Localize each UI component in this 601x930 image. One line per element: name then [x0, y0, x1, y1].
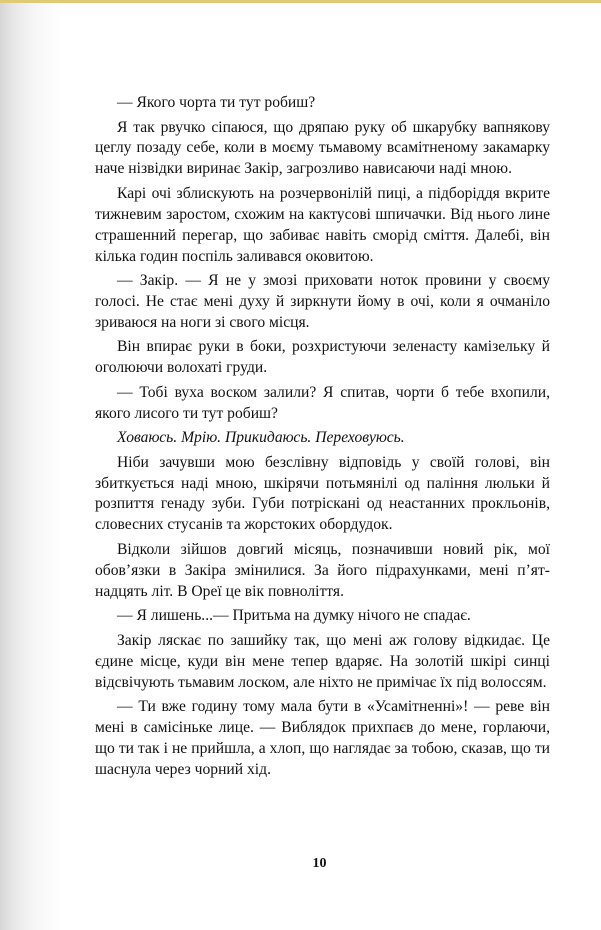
paragraph: — Закір. — Я не у змозі приховати ноток провини у своєму голосі. Не стає мені духу й зиркнути йому в очі, коли я очманіло зриваюся на ноги зі свого місця. — [95, 272, 550, 331]
paragraph: — Якого чорта ти тут робиш? — [117, 94, 316, 111]
paragraph: Карі очі зблискують на розчервонілій пиці, а підборіддя вкрите тижневим заростом, схожим на кактусові шпичачки. Від нього лине страшенний перегар, що забиває навіть сморід сміття. Далебі, він кілька годин поспіль заливався оковитою. — [95, 184, 550, 265]
paragraph: Ніби зачувши мою безслівну відповідь у своїй голові, він збиткується наді мною, шкірячи потьмянілі од паління люльки й розпиття генаду зуби. Губи потріскані од неастанних прокльонів, словесних стусанів та жорстоких обордудок. — [95, 453, 550, 534]
text-block — [95, 93, 550, 784]
paragraph: Я так рвучко сіпаюся, що дряпаю руку об шкарубку вапнякову цеглу позаду себе, коли в моєму тьмавому всамітненому закамарку наче нізвідки виринає Закір, загрозливо нависаючи наді мною. — [95, 118, 550, 178]
paragraph: Відколи зійшов довгий місяць, позначивши новий рік, мої обов’язки в Закіра змінилися. За його підрахунками, мені п’ятнадцять літ. В Ореї це вік повноліття. — [95, 540, 550, 600]
paragraph: — Я лишень...— Притьма на думку нічого не спадає. — [117, 607, 471, 625]
paragraph: Закір ляскає по зашийку так, що мені аж голову відкидає. Це єдине місце, куди він мене тепер вдаряє. На золотій шкірі синці відсвічують тьмавим лоском, але ніхто не примічає їх під волоссям. — [95, 631, 550, 691]
paragraph: — Ти вже годину тому мала бути в «Усамітненні»! — реве він мені в самісіньке лице. — Виблядок прихпаєв до мене, горлаючи, що ти так і не прийшла, а хлоп, що наглядає за тобою, сказав, що ти шаснула через чорний хід. — [95, 698, 550, 778]
paragraph: — Тобі вуха воском залили? Я спитав, чорти б тебе вхопили, якого лисого ти тут робиш? — [95, 383, 550, 422]
top-rule — [0, 0, 601, 3]
page-number: 10 — [312, 856, 327, 871]
paragraph: Він впирає руки в боки, розхристуючи зеленасту камізельку й оголюючи волохаті груди. — [95, 338, 550, 377]
paragraph-italic: Ховаюсь. Мрію. Прикидаюсь. Переховуюсь. — [117, 429, 405, 447]
